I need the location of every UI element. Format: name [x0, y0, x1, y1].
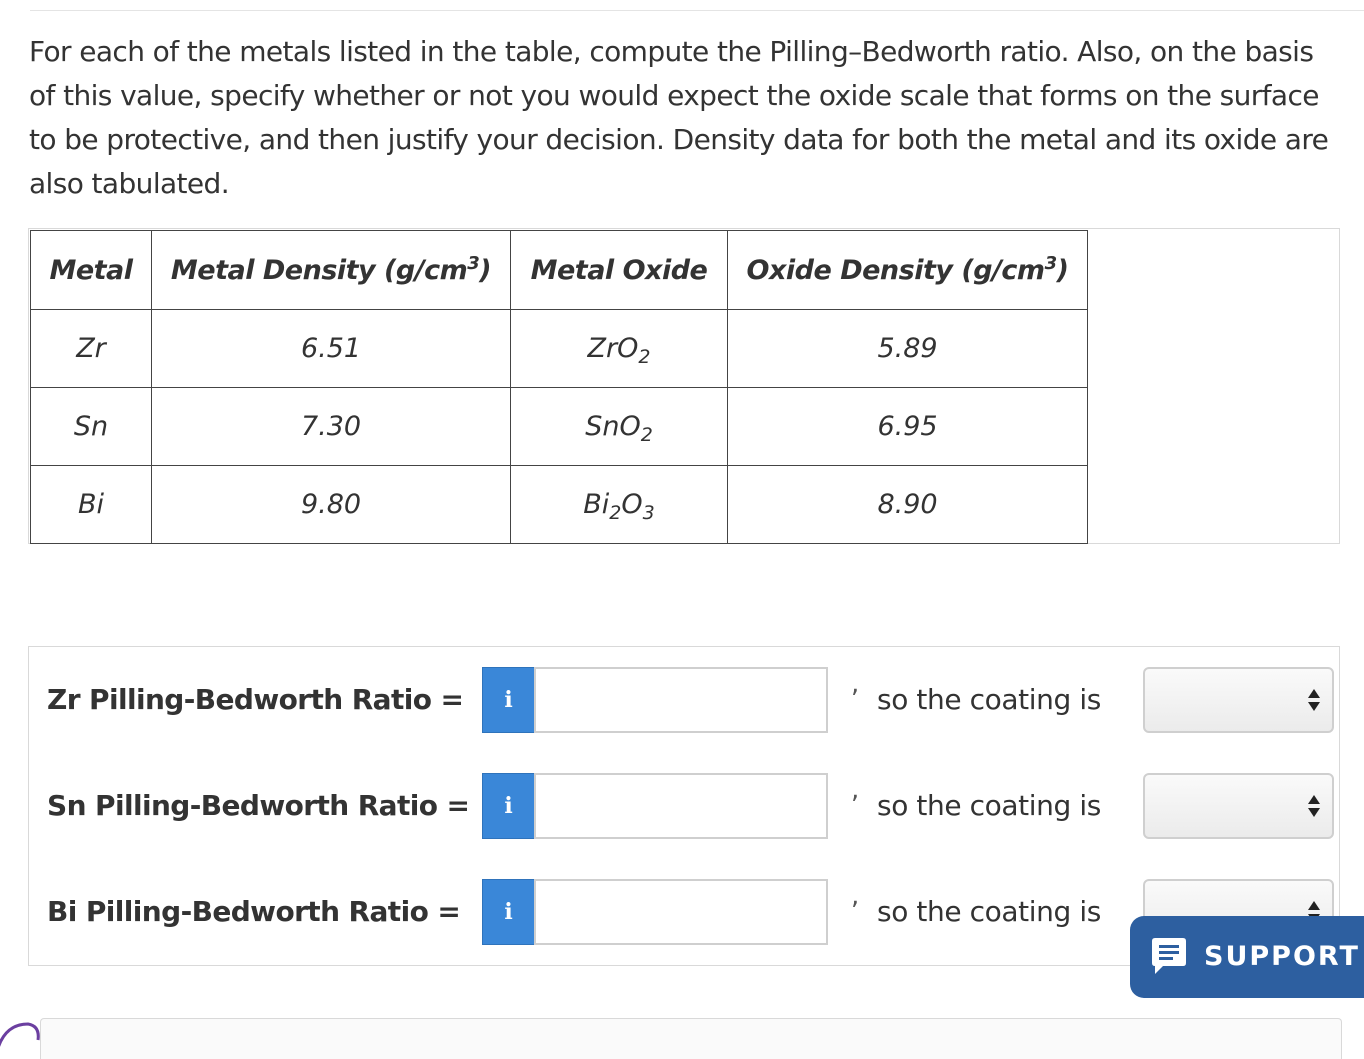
answer-row-sn — [29, 753, 1341, 822]
oxide-formula-part: O — [621, 489, 643, 520]
zr-comma: , — [851, 669, 860, 699]
sn-comma: , — [851, 775, 860, 805]
sn-ratio-label: Sn Pilling-Bedworth Ratio = — [47, 789, 470, 822]
oxide-formula-part: ZrO — [587, 333, 639, 364]
zr-ratio-label: Zr Pilling-Bedworth Ratio = — [47, 683, 464, 716]
oxide-formula-subscript: 3 — [642, 502, 655, 524]
cell-oxide-density: 5.89 — [728, 310, 1088, 388]
question-text: For each of the metals listed in the table, compute the Pilling–Bedworth ratio. Also, on the basis of this value, specify whether or not you would expect the oxide scale that forms on the surface to be protective, and then justify your decision. Density data for both the metal and its oxide are also tabulated. — [29, 35, 1329, 200]
oxide-formula-subscript: 2 — [638, 346, 651, 368]
top-divider — [30, 10, 1364, 11]
oxide-formula-part: Bi — [583, 489, 610, 520]
header-metal-density — [152, 231, 511, 310]
next-section-panel — [40, 1018, 1342, 1059]
bi-ratio-input[interactable] — [534, 879, 828, 945]
cell-metal: Bi — [31, 466, 152, 544]
answer-row-zr — [29, 647, 1341, 716]
oxide-formula-subscript: 2 — [640, 424, 653, 446]
bi-ratio-label: Bi Pilling-Bedworth Ratio = — [47, 895, 461, 928]
table-row — [31, 310, 1088, 388]
header-metal: Metal — [31, 231, 152, 310]
cell-metal-density: 9.80 — [152, 466, 511, 544]
bi-info-button[interactable]: i — [482, 879, 535, 945]
bi-coating-text: so the coating is — [877, 895, 1101, 928]
header-metal-density-sup: 3 — [467, 252, 480, 274]
header-oxide-density-sup: 3 — [1044, 252, 1057, 274]
cell-oxide-density: 8.90 — [728, 466, 1088, 544]
sn-coating-text: so the coating is — [877, 789, 1101, 822]
support-label: SUPPORT — [1204, 941, 1360, 972]
density-table — [30, 230, 1088, 544]
header-metal-oxide: Metal Oxide — [511, 231, 728, 310]
zr-info-button[interactable]: i — [482, 667, 535, 733]
zr-coating-select[interactable] — [1143, 667, 1334, 733]
bi-comma: , — [851, 881, 860, 911]
header-metal-density-text: Metal Density (g/cm — [170, 254, 468, 286]
select-arrows-icon — [1308, 689, 1320, 713]
table-header-row — [31, 231, 1088, 310]
sn-ratio-input[interactable] — [534, 773, 828, 839]
corner-avatar-icon — [0, 1018, 54, 1058]
cell-metal-oxide — [511, 466, 728, 544]
cell-metal-density: 7.30 — [152, 388, 511, 466]
sn-info-button[interactable]: i — [482, 773, 535, 839]
zr-coating-text: so the coating is — [877, 683, 1101, 716]
header-oxide-density — [728, 231, 1088, 310]
zr-ratio-input[interactable] — [534, 667, 828, 733]
cell-metal-density: 6.51 — [152, 310, 511, 388]
chat-bubble-icon — [1150, 936, 1188, 976]
header-metal-density-close: ) — [479, 254, 492, 286]
oxide-formula-subscript: 2 — [609, 502, 622, 524]
support-button[interactable] — [1130, 916, 1364, 998]
cell-oxide-density: 6.95 — [728, 388, 1088, 466]
table-row — [31, 388, 1088, 466]
header-oxide-density-text: Oxide Density (g/cm — [746, 254, 1045, 286]
cell-metal: Sn — [31, 388, 152, 466]
oxide-formula-part: SnO — [585, 411, 641, 442]
table-row — [31, 466, 1088, 544]
cell-metal-oxide — [511, 388, 728, 466]
header-oxide-density-close: ) — [1056, 254, 1069, 286]
select-arrows-icon — [1308, 795, 1320, 819]
cell-metal-oxide — [511, 310, 728, 388]
cell-metal: Zr — [31, 310, 152, 388]
sn-coating-select[interactable] — [1143, 773, 1334, 839]
